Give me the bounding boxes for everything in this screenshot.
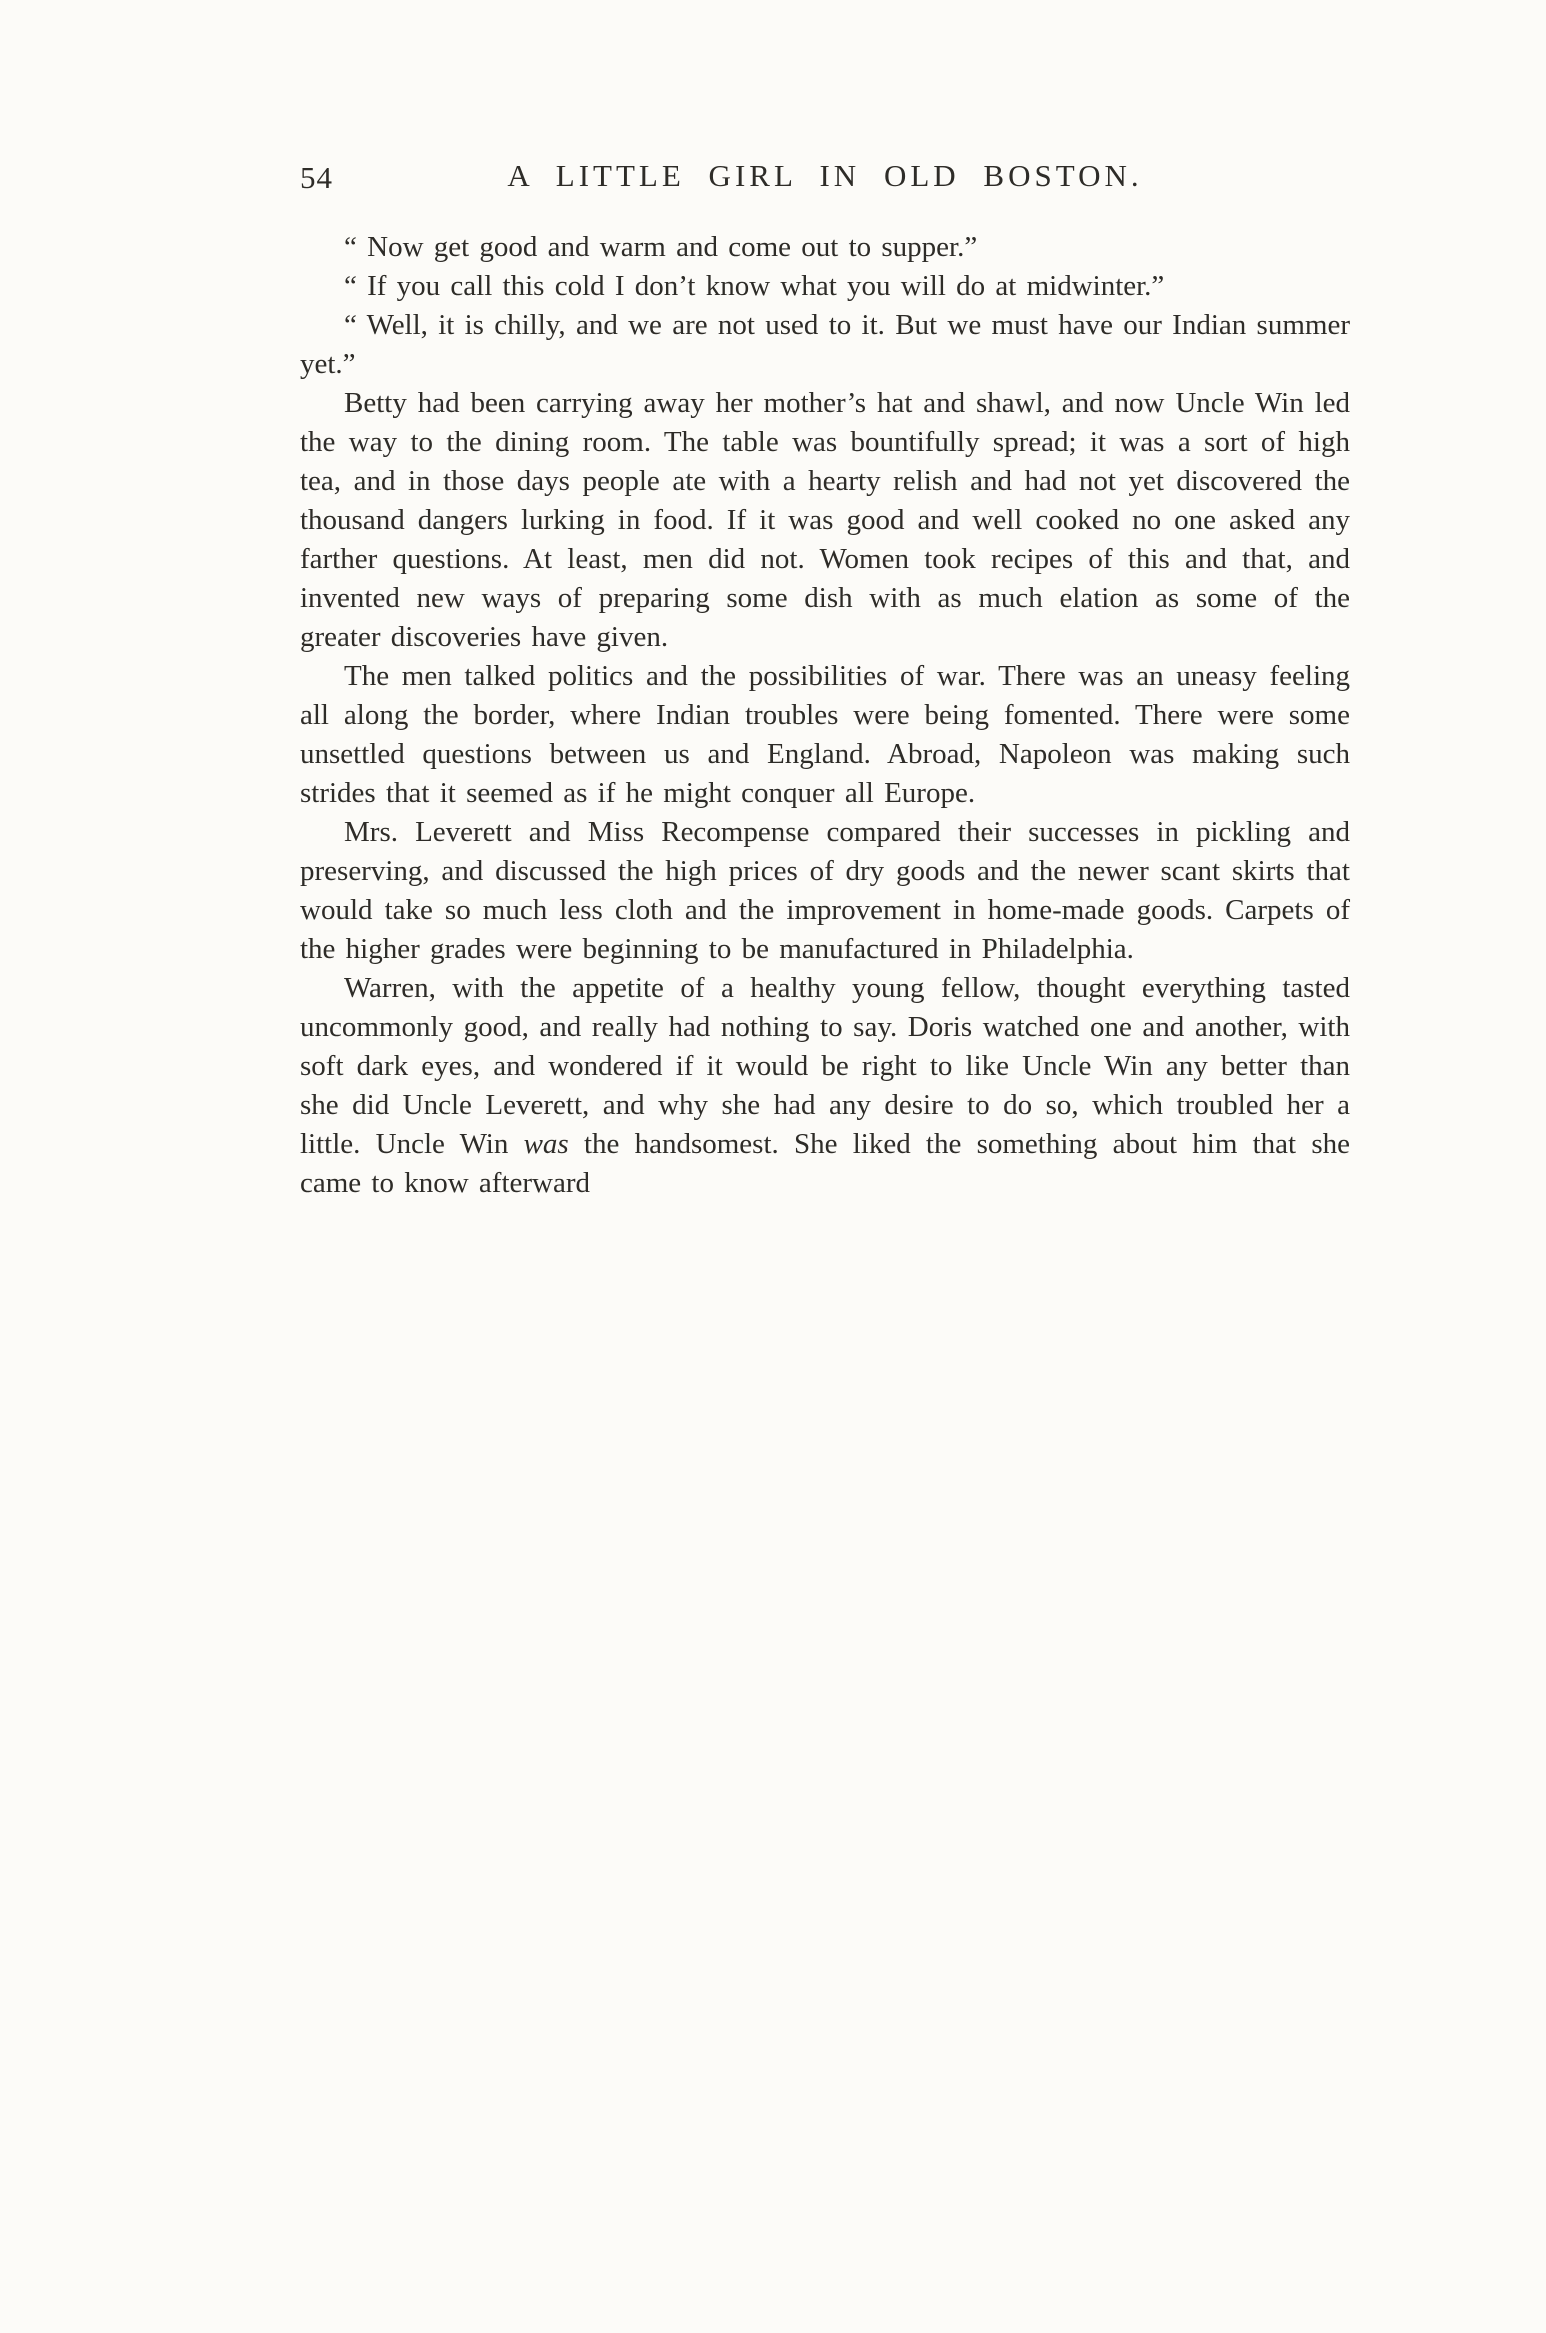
text-segment: “ If you call this cold I don’t know what you will do at midwinter.” xyxy=(344,270,1165,302)
page-number: 54 xyxy=(300,160,333,195)
text-segment: “ Now get good and warm and come out to supper.” xyxy=(344,231,978,263)
paragraph xyxy=(300,384,1350,657)
paragraph xyxy=(300,306,1350,384)
body-text xyxy=(300,228,1350,1203)
text-segment: Mrs. Leverett and Miss Recompense compared their successes in pickling and preserving, and discussed the high prices of dry goods and the newer scant skirts that would take so much less cloth and the improvement in home-made goods. Carpets of the higher grades were beginning to be manufactured in Philadelphia. xyxy=(300,816,1350,965)
paragraph xyxy=(300,969,1350,1203)
text-segment: the handsomest. She liked the something about him that she came to know afterward xyxy=(300,1128,1350,1199)
text-segment: Warren, with the appetite of a healthy young fellow, thought everything tasted uncommonly good, and really had nothing to say. Doris watched one and another, with soft dark eyes, and wondered if it would be right to like Uncle Win any better than she did Uncle Leverett, and why she had any desire to do so, which troubled her a little. Uncle Win xyxy=(300,972,1350,1160)
page-header xyxy=(300,158,1350,202)
paragraph xyxy=(300,228,1350,267)
text-segment: The men talked politics and the possibilities of war. There was an uneasy feeling all along the border, where Indian troubles were being fomented. There were some unsettled questions between us and England. Abroad, Napoleon was making such strides that it seemed as if he might conquer all Europe. xyxy=(300,660,1350,809)
text-segment: “ Well, it is chilly, and we are not used to it. But we must have our Indian summer yet.” xyxy=(300,309,1350,380)
paragraph xyxy=(300,657,1350,813)
running-title: A LITTLE GIRL IN OLD BOSTON. xyxy=(507,158,1143,193)
paragraph xyxy=(300,813,1350,969)
italic-text-segment: was xyxy=(523,1128,569,1160)
text-segment: Betty had been carrying away her mother’s hat and shawl, and now Uncle Win led the way to the dining room. The table was bountifully spread; it was a sort of high tea, and in those days people ate with a hearty relish and had not yet discovered the thousand dangers lurking in food. If it was good and well cooked no one asked any farther questions. At least, men did not. Women took recipes of this and that, and invented new ways of preparing some dish with as much elation as some of the greater discoveries have given. xyxy=(300,387,1350,653)
paragraph xyxy=(300,267,1350,306)
